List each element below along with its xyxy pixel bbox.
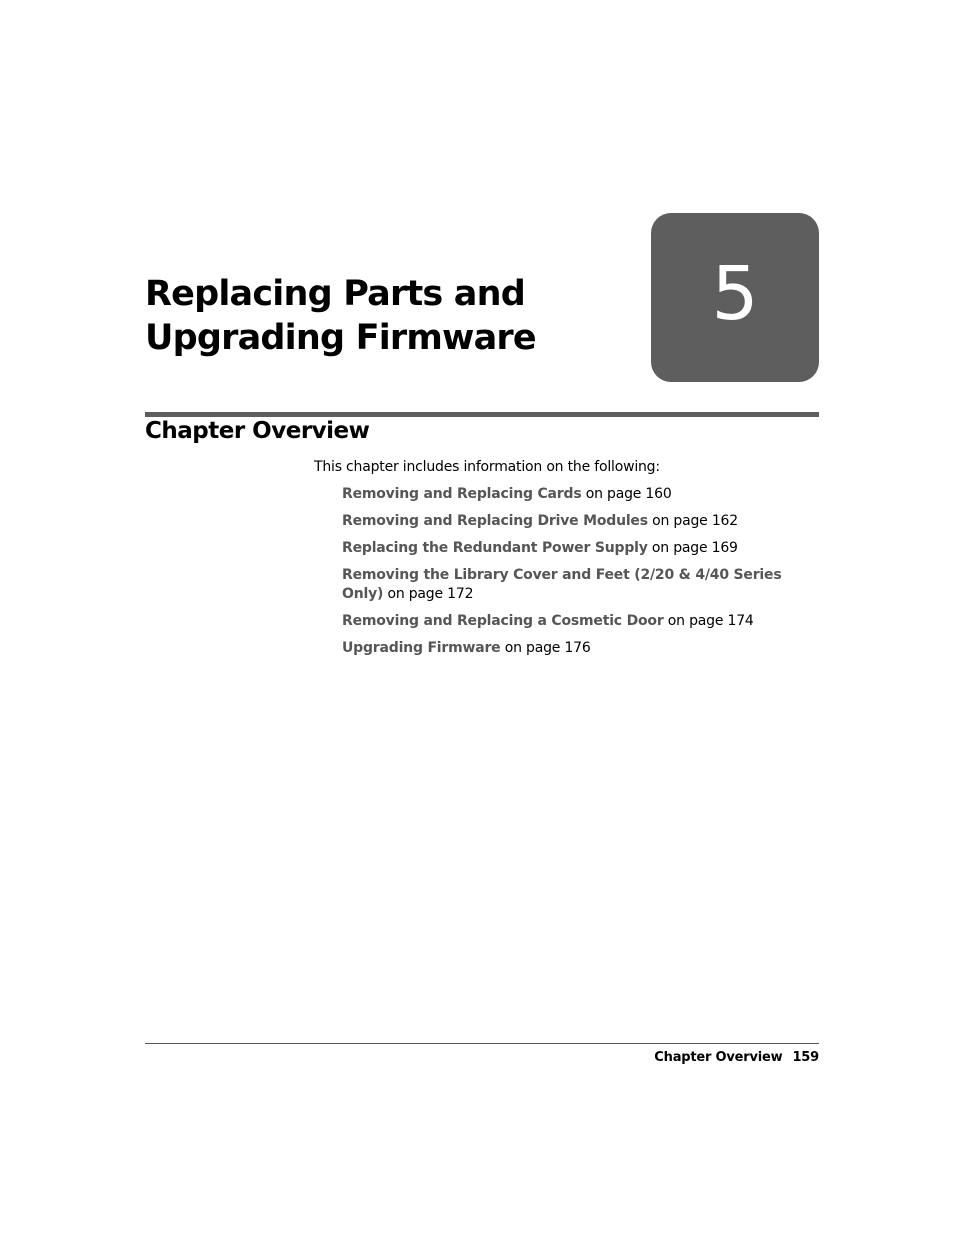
topic-page-ref: on page 172 bbox=[383, 586, 474, 602]
list-item bbox=[342, 566, 812, 604]
list-item bbox=[342, 485, 812, 504]
list-item bbox=[342, 612, 812, 631]
list-item bbox=[342, 539, 812, 558]
footer-divider bbox=[145, 1043, 819, 1044]
topic-link-redundant-power-supply[interactable]: Replacing the Redundant Power Supply bbox=[342, 540, 648, 556]
topic-link-removing-replacing-cards[interactable]: Removing and Replacing Cards bbox=[342, 486, 582, 502]
chapter-number: 5 bbox=[711, 250, 759, 337]
list-item bbox=[342, 639, 812, 658]
topic-page-ref: on page 160 bbox=[581, 486, 672, 502]
section-heading: Chapter Overview bbox=[145, 418, 370, 444]
topic-page-ref: on page 162 bbox=[647, 513, 738, 529]
page-number: 159 bbox=[792, 1050, 819, 1065]
topic-link-library-cover-feet[interactable]: Removing the Library Cover and Feet (2/20 & 4/40 Series Only) bbox=[342, 567, 782, 602]
page-footer bbox=[654, 1048, 819, 1068]
topic-list bbox=[342, 485, 812, 666]
topic-page-ref: on page 176 bbox=[500, 640, 591, 656]
list-item bbox=[342, 512, 812, 531]
topic-page-ref: on page 174 bbox=[663, 613, 754, 629]
topic-link-drive-modules[interactable]: Removing and Replacing Drive Modules bbox=[342, 513, 648, 529]
intro-text: This chapter includes information on the following: bbox=[314, 459, 660, 475]
chapter-title-line-2: Upgrading Firmware bbox=[145, 318, 536, 358]
topic-link-cosmetic-door[interactable]: Removing and Replacing a Cosmetic Door bbox=[342, 613, 664, 629]
chapter-title bbox=[145, 272, 625, 360]
chapter-number-badge bbox=[651, 213, 819, 382]
footer-section-name: Chapter Overview bbox=[654, 1050, 783, 1065]
topic-page-ref: on page 169 bbox=[647, 540, 738, 556]
chapter-title-line-1: Replacing Parts and bbox=[145, 274, 525, 314]
topic-link-upgrading-firmware[interactable]: Upgrading Firmware bbox=[342, 640, 501, 656]
